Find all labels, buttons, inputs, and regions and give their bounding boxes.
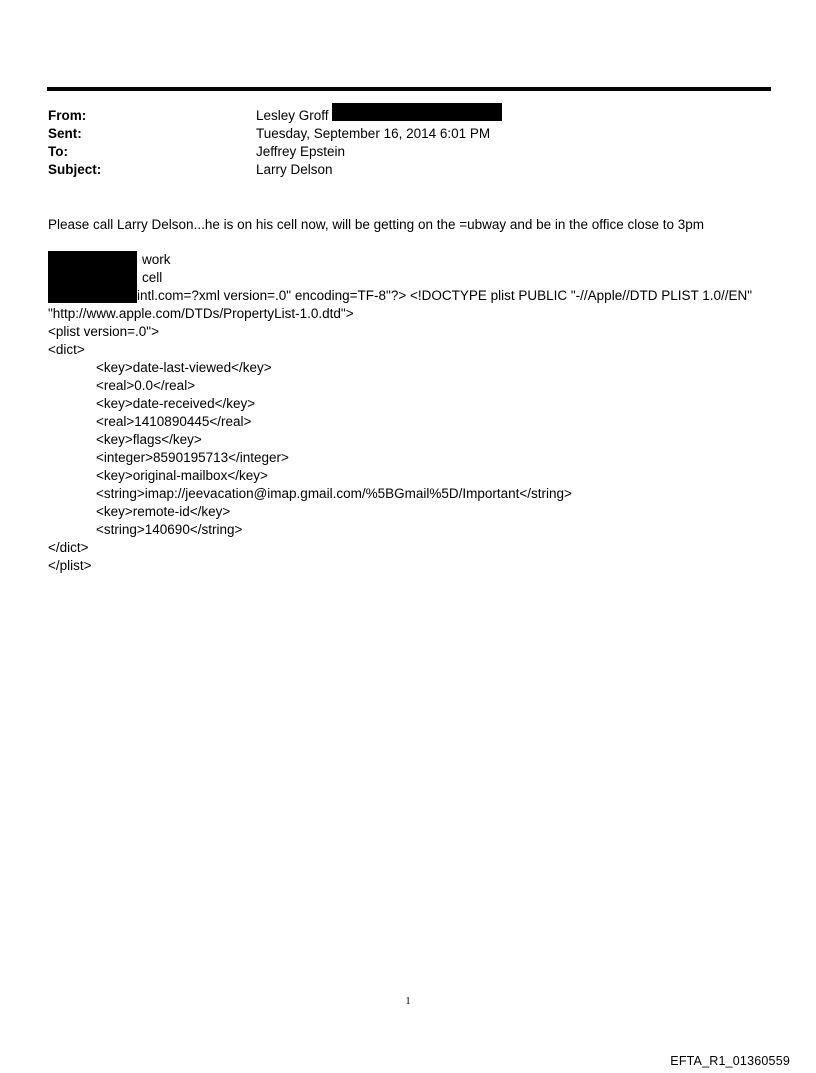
redaction-box [48, 251, 137, 303]
subject-row [48, 161, 748, 179]
contact-work: work [142, 252, 171, 267]
plist-header [48, 305, 788, 323]
to-label: To: [48, 144, 68, 159]
xml-line-2: "http://www.apple.com/DTDs/PropertyList-1.0.dtd"> [48, 306, 354, 321]
plist-entry: <key>flags</key> [96, 432, 202, 447]
plist-entry: <key>remote-id</key> [96, 504, 231, 519]
plist-entry: <real>0.0</real> [96, 378, 196, 393]
plist-entry: <string>140690</string> [96, 522, 243, 537]
sent-row [48, 125, 748, 143]
contact-cell: cell [142, 270, 163, 285]
dict-open: <dict> [48, 342, 85, 357]
contact-block [48, 251, 788, 305]
plist-entry: <key>date-last-viewed</key> [96, 360, 272, 375]
sent-label: Sent: [48, 126, 82, 141]
page-number: 1 [405, 995, 411, 1007]
document-id: EFTA_R1_01360559 [670, 1054, 790, 1068]
plist-close: </plist> [48, 558, 92, 573]
from-row [48, 107, 748, 125]
xml-line-3: <plist version=.0"> [48, 324, 159, 339]
email-header [48, 107, 748, 179]
to-value: Jeffrey Epstein [256, 144, 346, 159]
plist-entry: <integer>8590195713</integer> [96, 450, 289, 465]
subject-value: Larry Delson [256, 162, 333, 177]
plist-body [48, 323, 572, 575]
subject-label: Subject: [48, 162, 102, 177]
plist-entry: <key>date-received</key> [96, 396, 256, 411]
plist-entry: <real>1410890445</real> [96, 414, 252, 429]
from-label: From: [48, 108, 87, 123]
plist-entry: <string>imap://jeevacation@imap.gmail.com/%5BGmail%5D/Important</string> [96, 486, 572, 501]
plist-entry: <key>original-mailbox</key> [96, 468, 268, 483]
message-text: Please call Larry Delson...he is on his cell now, will be getting on the =ubway and be in the office close to 3pm [48, 217, 705, 232]
email-body [48, 216, 788, 234]
redaction-box [332, 103, 502, 121]
to-row [48, 143, 748, 161]
sent-value: Tuesday, September 16, 2014 6:01 PM [256, 126, 491, 141]
from-value [256, 107, 502, 125]
header-rule [47, 87, 771, 91]
dict-close: </dict> [48, 540, 89, 555]
xml-line-1: intl.com=?xml version=.0" encoding=TF-8"?> <!DOCTYPE plist PUBLIC "-//Apple//DTD PLIST 1.0//EN" [137, 288, 753, 303]
from-name: Lesley Groff [256, 108, 329, 123]
